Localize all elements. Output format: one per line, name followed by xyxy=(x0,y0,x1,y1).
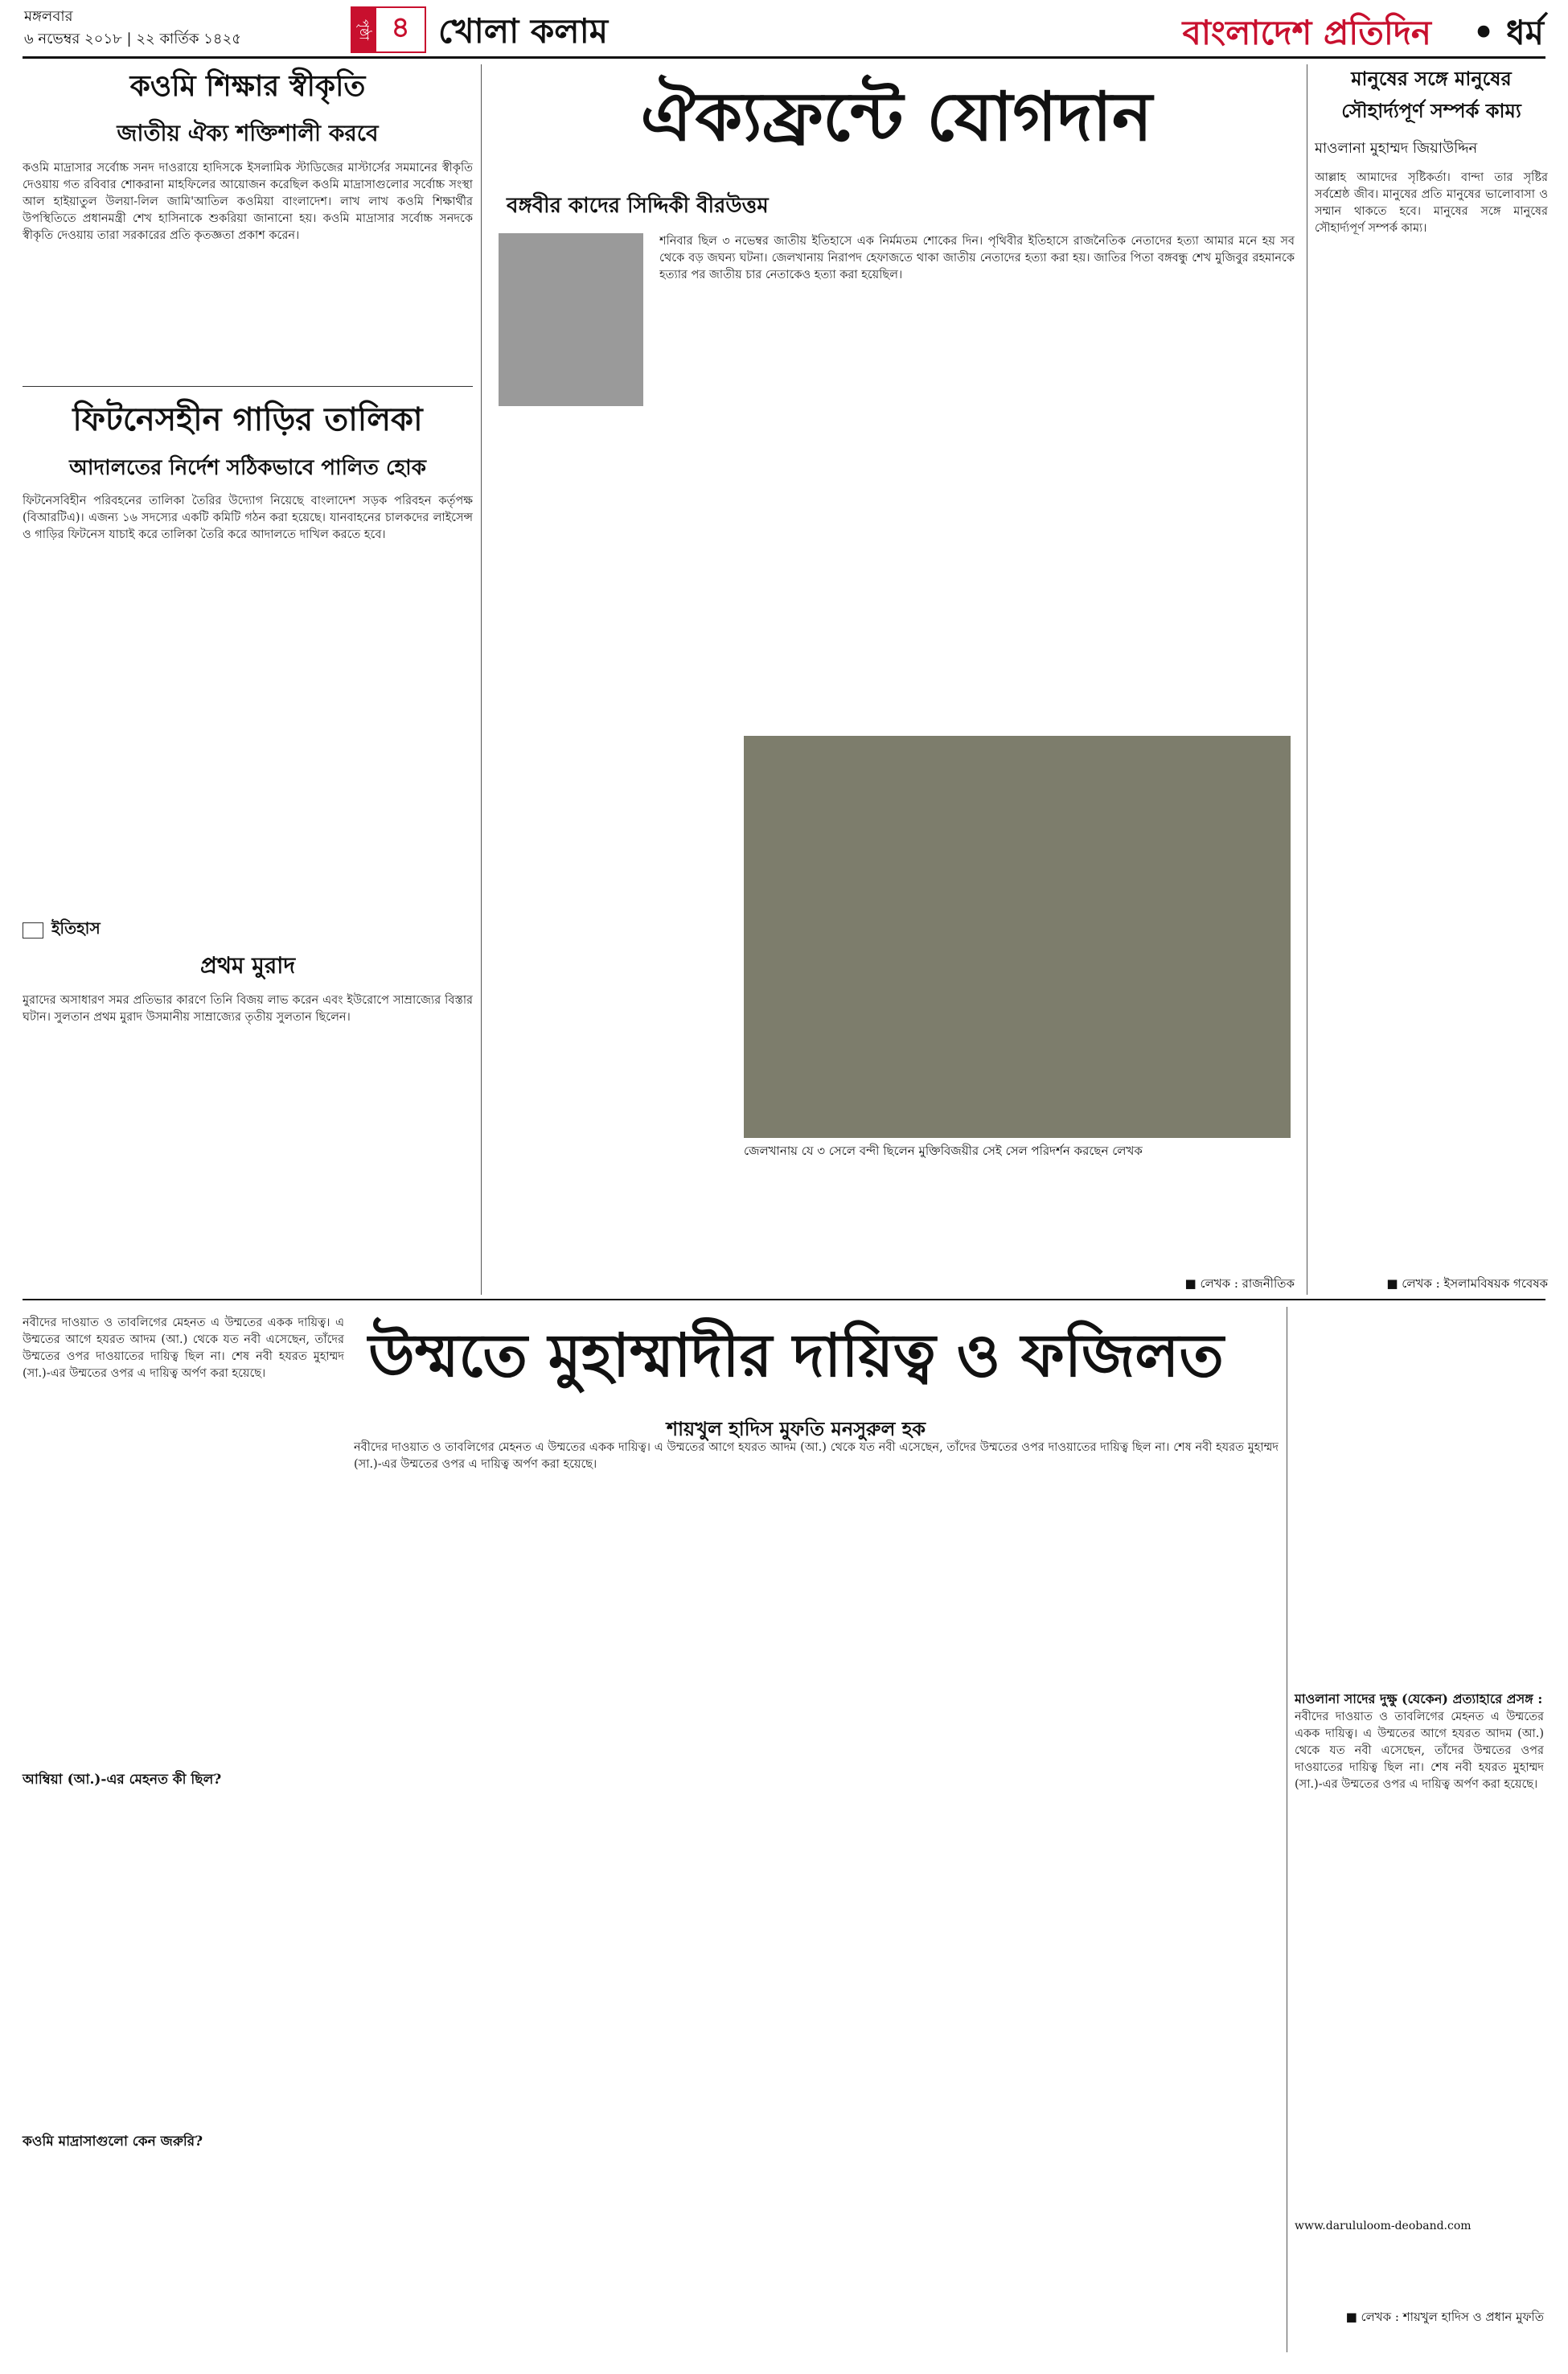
article-fitness xyxy=(23,394,473,935)
lead-byline: বঙ্গবীর কাদের সিদ্দিকী বীরউত্তম xyxy=(507,194,769,218)
page-number-box xyxy=(351,6,426,53)
author-photo xyxy=(499,233,643,406)
page-label: পৃষ্ঠা xyxy=(352,8,376,51)
article-title: ফিটনেসহীন গাড়ির তালিকা xyxy=(72,400,423,438)
section-title: খোলা কলাম xyxy=(438,11,609,51)
history-title: প্রথম মুরাদ xyxy=(199,952,296,979)
history-box xyxy=(23,917,473,1354)
article-body: কওমি মাদ্রাসার সর্বোচ্চ সনদ দাওরায়ে হাদিসকে ইসলামিক স্টাডিজের মাস্টার্সের সমমানের স্বীকৃতি দেওয়ায় গত রবিবার শোকরানা মাহফিলের আয়োজন করেছিল কওমি মাদ্রাসাগুলোর সর্বোচ্চ সংস্থা আল হাইয়াতুল উলয়া-লিল জামি'আতিল কওমিয়া বাংলাদেশ। লাখ লাখ কওমি শিক্ষার্থীর উপস্থিতিতে প্রধানমন্ত্রী শেখ হাসিনাকে শুকরিয়া জানানো হয়। কওমি মাদ্রাসার সর্বোচ্চ সনদকে স্বীকৃতি দেওয়ায় তারা সরকারের প্রতি কৃতজ্ঞতা প্রকাশ করেন। xyxy=(23,162,473,242)
article-subtitle: জাতীয় ঐক্য শক্তিশালী করবে xyxy=(117,120,379,146)
bottom-subhead-1: আম্বিয়া (আ.)-এর মেহনত কী ছিল? xyxy=(23,1772,222,1788)
divider xyxy=(23,386,473,387)
bottom-body-right: নবীদের দাওয়াত ও তাবলিগের মেহনত এ উম্মতের একক দায়িত্ব। এ উম্মতের আগে হযরত আদম (আ.) থেকে যত নবী এসেছেন, তাঁদের উম্মতের ওপর দাওয়াতের দায়িত্ব ছিল না। শেষ নবী হযরত মুহাম্মদ (সা.)-এর উম্মতের ওপর এ দায়িত্ব অর্পণ করা হয়েছে। xyxy=(1295,1711,1544,1791)
article-subtitle: আদালতের নির্দেশ সঠিকভাবে পালিত হোক xyxy=(69,456,426,480)
history-label: ইতিহাস xyxy=(51,918,101,938)
book-icon xyxy=(23,922,43,939)
right-byline: মাওলানা মুহাম্মদ জিয়াউদ্দিন xyxy=(1315,140,1478,157)
article-title: কওমি শিক্ষার স্বীকৃতি xyxy=(129,69,366,103)
right-article xyxy=(1315,64,1548,1312)
article-body: ফিটনেসবিহীন পরিবহনের তালিকা তৈরির উদ্যোগ নিয়েছে বাংলাদেশ সড়ক পরিবহন কর্তৃপক্ষ (বিআরটিএ)। এজন্য ১৬ সদস্যের একটি কমিটি গঠন করা হয়েছে। যানবাহনের চালকদের লাইসেন্স ও গাড়ির ফিটনেস যাচাই করে তালিকা তৈরি করে আদালতে দাখিল করতে হবে। xyxy=(23,495,473,541)
web-link[interactable]: www.darululoom-deoband.com xyxy=(1295,2220,1472,2232)
lead-photo xyxy=(744,736,1291,1138)
lead-author-note: ■ লেখক : রাজনীতিক xyxy=(1184,1276,1295,1291)
section-rule xyxy=(23,1299,1545,1300)
lead-article xyxy=(491,64,1303,224)
right-author-note: ■ লেখক : ইসলামবিষয়ক গবেষক xyxy=(1386,1276,1548,1291)
bottom-byline: শায়খুল হাদিস মুফতি মনসুরুল হক xyxy=(666,1417,926,1440)
header-rule xyxy=(23,56,1545,59)
lead-photo-caption: জেলখানায় যে ৩ সেলে বন্দী ছিলেন মুক্তিবিজয়ীর সেই সেল পরিদর্শন করছেন লেখক xyxy=(744,1144,1143,1158)
page-number: ৪ xyxy=(391,10,410,44)
article-qawmi xyxy=(23,64,473,425)
history-body: মুরাদের অসাধারণ সমর প্রতিভার কারণে তিনি বিজয় লাভ করেন এবং ইউরোপে সাম্রাজ্যের বিস্তার ঘটান। সুলতান প্রথম মুরাদ উসমানীয় সাম্রাজ্যের তৃতীয় সুলতান ছিলেন। xyxy=(23,994,473,1024)
lead-body: শনিবার ছিল ৩ নভেম্বর জাতীয় ইতিহাসে এক নির্মমতম শোকের দিন। পৃথিবীর ইতিহাসে রাজনৈতিক নেতাদের হত্যা আমার মনে হয় সব থেকে বড় জঘন্য ঘটনা। জেলখানায় নিরাপদ হেফাজতে থাকা জাতীয় নেতাদের হত্যা করা হয়। জাতির পিতা বঙ্গবন্ধু শেখ মুজিবুর রহমানকে হত্যার পর জাতীয় চার নেতাকেও হত্যা করা হয়েছিল। xyxy=(659,235,1295,281)
brand-logo: বাংলাদেশ প্রতিদিন xyxy=(1182,13,1431,52)
bottom-body-main: নবীদের দাওয়াত ও তাবলিগের মেহনত এ উম্মতের একক দায়িত্ব। এ উম্মতের আগে হযরত আদম (আ.) থেকে যত নবী এসেছেন, তাঁদের উম্মতের ওপর দাওয়াতের দায়িত্ব ছিল না। শেষ নবী হযরত মুহাম্মদ (সা.)-এর উম্মতের ওপর এ দায়িত্ব অর্পণ করা হয়েছে। xyxy=(354,1441,1279,1471)
brand-section: • ধর্ম xyxy=(1472,13,1544,52)
header-day: মঙ্গলবার xyxy=(24,8,73,25)
bottom-article-head xyxy=(354,1311,1238,1447)
bottom-subhead-2: কওমি মাদ্রাসাগুলো কেন জরুরি? xyxy=(23,2134,203,2150)
bottom-author-note: ■ লেখক : শায়খুল হাদিস ও প্রধান মুফতি xyxy=(1345,2310,1544,2324)
header-date: ৬ নভেম্বর ২০১৮ | ২২ কার্তিক ১৪২৫ xyxy=(24,31,241,47)
bottom-subhead-3: মাওলানা সাদের দুক্ষু (যেকেন) প্রত্যাহারে প্রসঙ্গ : xyxy=(1295,1691,1543,1707)
right-body: আল্লাহ আমাদের সৃষ্টিকর্তা। বান্দা তার সৃষ্টির সর্বশ্রেষ্ঠ জীব। মানুষের প্রতি মানুষের ভালোবাসা ও সম্মান থাকতে হবে। মানুষের সঙ্গে মানুষের সৌহার্দ্যপূর্ণ সম্পর্ক কাম্য। xyxy=(1315,171,1548,235)
right-title: মানুষের সঙ্গে মানুষের সৌহার্দ্যপূর্ণ সম্পর্ক কাম্য xyxy=(1341,67,1521,122)
bottom-title: উম্মতে মুহাম্মাদীর দায়িত্ব ও ফজিলত xyxy=(368,1321,1224,1390)
lead-title: ঐক্যফ্রন্টে যোগদান xyxy=(640,76,1153,156)
column-divider xyxy=(481,64,482,1295)
bottom-body-col1: নবীদের দাওয়াত ও তাবলিগের মেহনত এ উম্মতের একক দায়িত্ব। এ উম্মতের আগে হযরত আদম (আ.) থেকে যত নবী এসেছেন, তাঁদের উম্মতের ওপর দাওয়াতের দায়িত্ব ছিল না। শেষ নবী হযরত মুহাম্মদ (সা.)-এর উম্মতের ওপর এ দায়িত্ব অর্পণ করা হয়েছে। xyxy=(23,1316,344,1380)
